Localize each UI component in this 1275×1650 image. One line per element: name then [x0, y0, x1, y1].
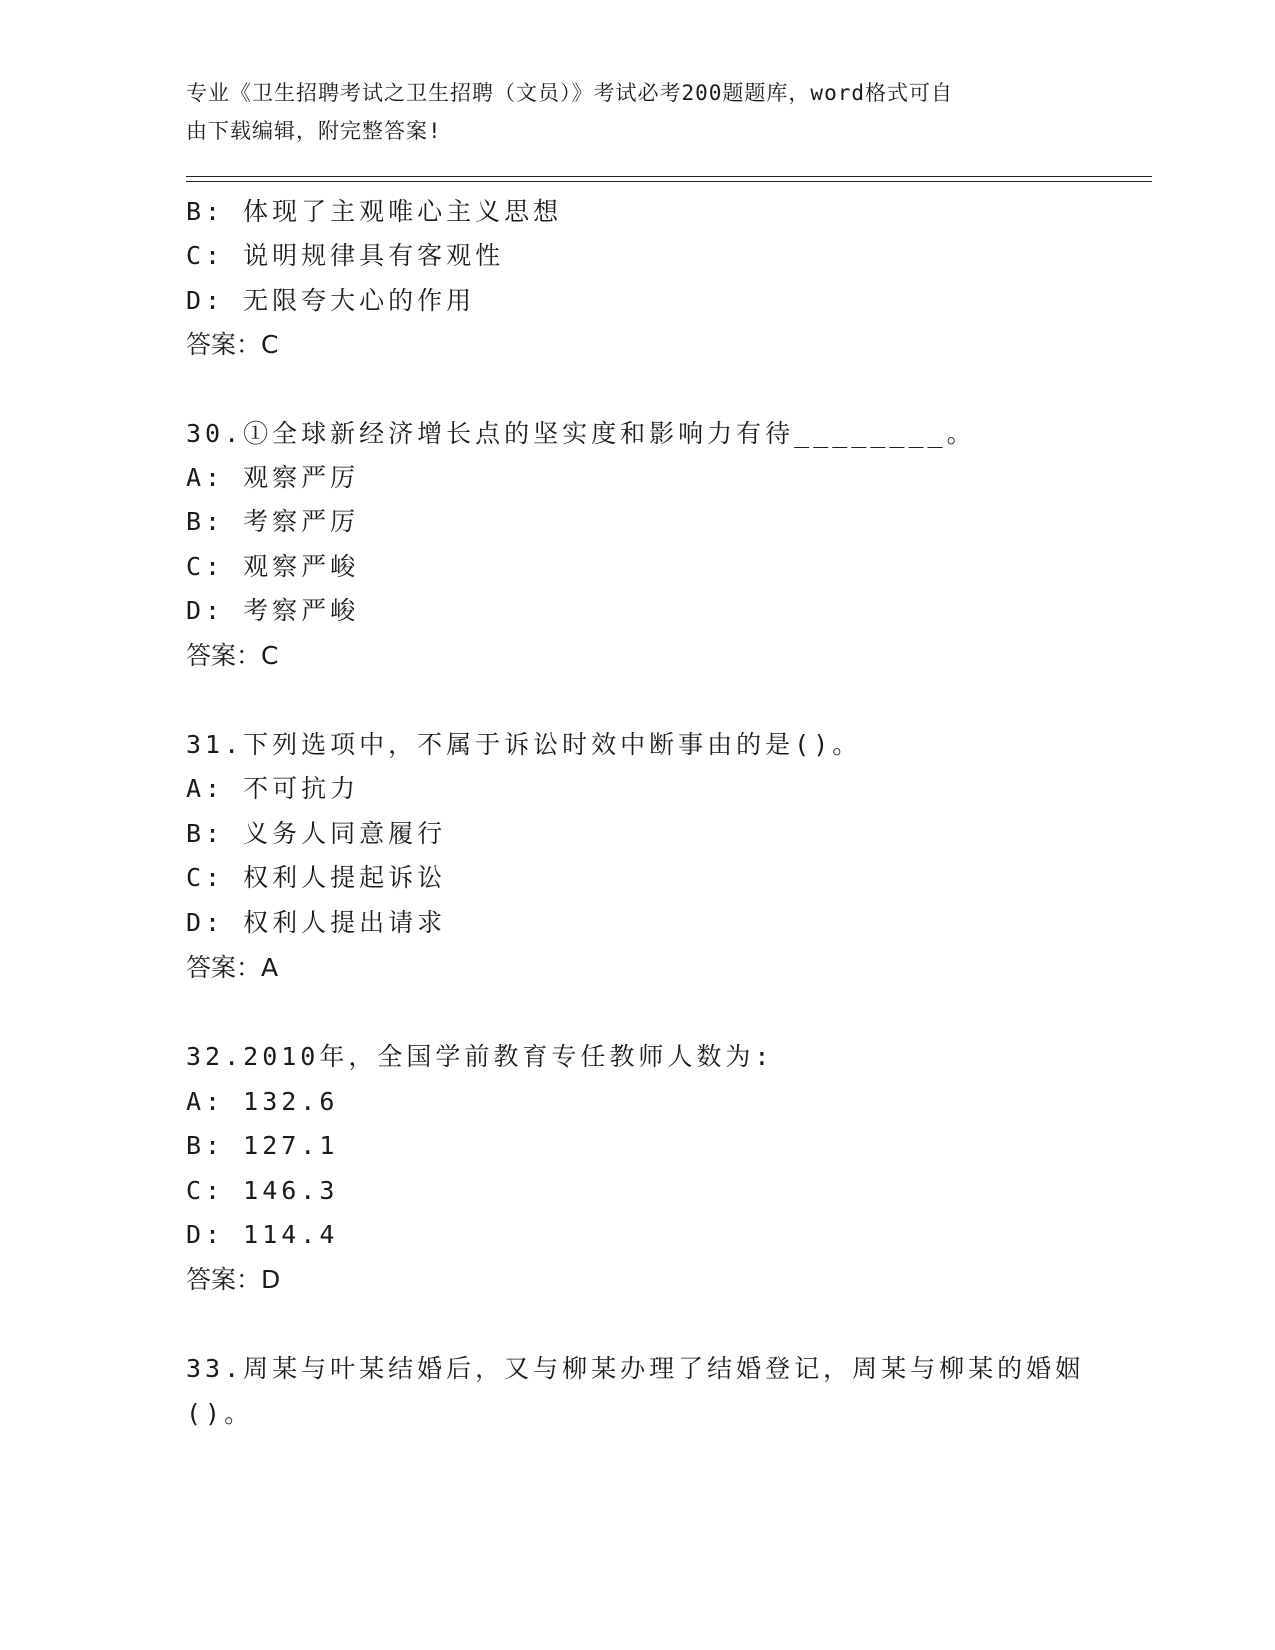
q33-stem-line-2: ()。: [186, 1399, 254, 1428]
q32-answer: 答案：D: [186, 1265, 281, 1294]
q32-option-b: B: 127.1: [186, 1131, 339, 1160]
q31-option-d: D: 权利人提出请求: [186, 908, 447, 937]
q32-stem: 32.2010年，全国学前教育专任教师人数为:: [186, 1042, 774, 1071]
header-divider-top: [186, 176, 1152, 177]
q32-option-d: D: 114.4: [186, 1220, 339, 1249]
q33-stem-line-1: 33.周某与叶某结婚后，又与柳某办理了结婚登记，周某与柳某的婚姻: [186, 1354, 1085, 1383]
q32-option-c: C: 146.3: [186, 1176, 339, 1205]
q31-option-a: A: 不可抗力: [186, 774, 360, 803]
q30-stem: 30.①全球新经济增长点的坚实度和影响力有待________。: [186, 419, 976, 448]
q29-answer: 答案：C: [186, 330, 279, 359]
q31-option-c: C: 权利人提起诉讼: [186, 863, 447, 892]
q31-option-b: B: 义务人同意履行: [186, 819, 447, 848]
q30-answer: 答案：C: [186, 641, 279, 670]
header-line-1: 专业《卫生招聘考试之卫生招聘（文员）》考试必考200题题库，word格式可自: [186, 81, 953, 105]
q31-answer: 答案：A: [186, 953, 279, 982]
q30-option-b: B: 考察严厉: [186, 507, 360, 536]
q30-option-d: D: 考察严峻: [186, 596, 360, 625]
q31-stem: 31.下列选项中，不属于诉讼时效中断事由的是()。: [186, 730, 862, 759]
q29-option-b: B: 体现了主观唯心主义思想: [186, 197, 563, 226]
q32-option-a: A: 132.6: [186, 1087, 339, 1116]
q29-option-c: C: 说明规律具有客观性: [186, 241, 505, 270]
header-divider-bottom: [186, 181, 1152, 182]
document-header: [186, 74, 1066, 150]
q30-option-c: C: 观察严峻: [186, 552, 360, 581]
q30-option-a: A: 观察严厉: [186, 463, 360, 492]
q29-option-d: D: 无限夸大心的作用: [186, 286, 476, 315]
header-line-2: 由下载编辑，附完整答案!: [186, 119, 442, 143]
